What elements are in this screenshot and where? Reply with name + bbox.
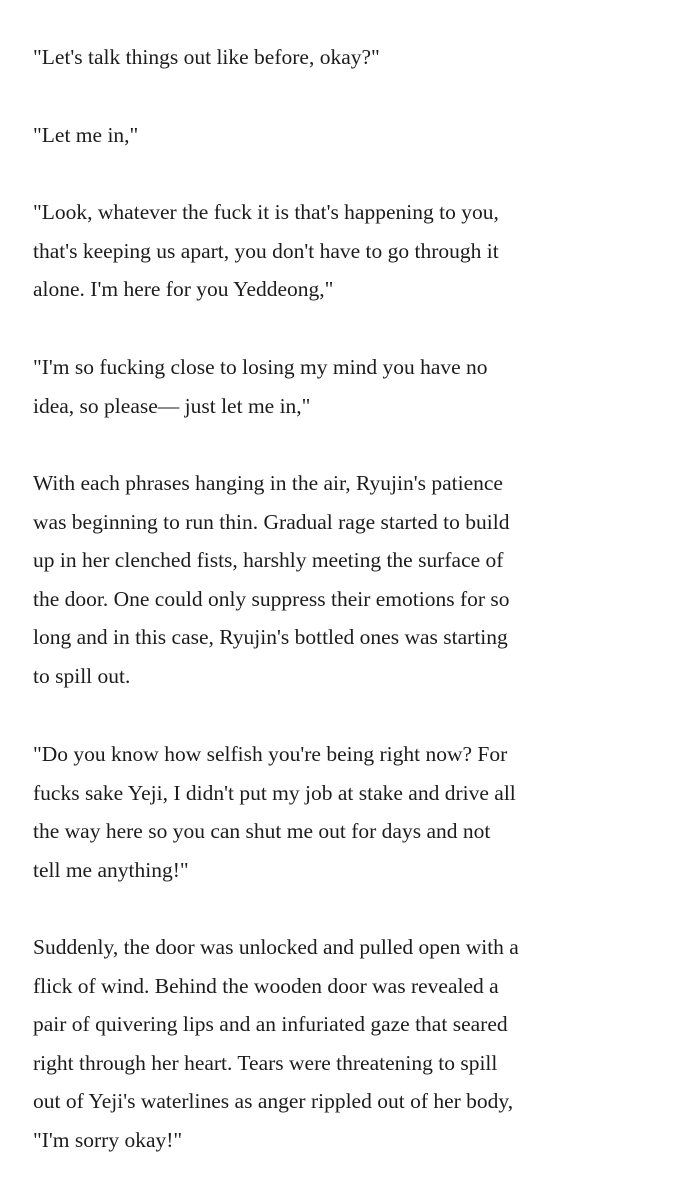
paragraph-6 (33, 735, 658, 889)
paragraph-7 (33, 928, 658, 1160)
paragraph-line: the way here so you can shut me out for days and not (33, 819, 491, 844)
paragraph-line: up in her clenched fists, harshly meeting the surface of (33, 548, 504, 573)
paragraph-1 (33, 38, 658, 77)
paragraph-line: "I'm sorry okay!" (33, 1127, 183, 1152)
paragraph-3 (33, 193, 658, 309)
paragraph-line: was beginning to run thin. Gradual rage started to build (33, 509, 510, 534)
paragraph-line: Suddenly, the door was unlocked and pulled open with a (33, 935, 519, 959)
paragraph-line: idea, so please— just let me in," (33, 393, 311, 418)
paragraph-line: "Do you know how selfish you're being right now? For (33, 742, 508, 766)
paragraph-line: "I'm so fucking close to losing my mind you have no (33, 355, 488, 379)
paragraph-line: tell me anything!" (33, 857, 189, 882)
paragraph-line: that's keeping us apart, you don't have to go through it (33, 238, 499, 263)
paragraph-line: out of Yeji's waterlines as anger rippled out of her body, (33, 1089, 514, 1114)
paragraph-5 (33, 464, 658, 696)
paragraph-line: alone. I'm here for you Yeddeong," (33, 277, 334, 302)
paragraph-line: flick of wind. Behind the wooden door was revealed a (33, 973, 499, 998)
paragraph-line: "Let me in," (33, 123, 139, 147)
paragraph-line: the door. One could only suppress their emotions for so (33, 586, 510, 611)
paragraph-line: "Let's talk things out like before, okay?" (33, 45, 380, 69)
paragraph-line: long and in this case, Ryujin's bottled ones was starting (33, 625, 508, 650)
paragraph-2 (33, 116, 658, 155)
paragraph-line: fucks sake Yeji, I didn't put my job at stake and drive all (33, 780, 516, 805)
paragraph-line: to spill out. (33, 663, 131, 688)
paragraph-4 (33, 348, 658, 425)
paragraph-line: right through her heart. Tears were threatening to spill (33, 1050, 498, 1075)
paragraph-line: With each phrases hanging in the air, Ryujin's patience (33, 471, 503, 495)
paragraph-line: "Look, whatever the fuck it is that's happening to you, (33, 200, 499, 224)
paragraph-line: pair of quivering lips and an infuriated gaze that seared (33, 1012, 508, 1037)
